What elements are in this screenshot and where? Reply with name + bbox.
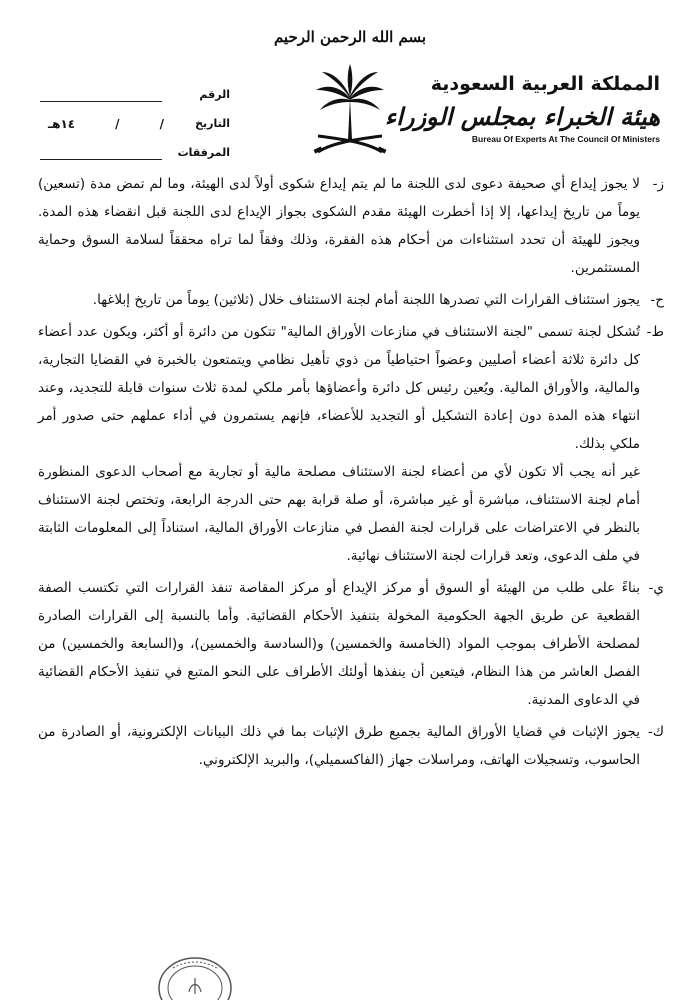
meta-attachments-row: [40, 138, 230, 167]
paragraph: تُشكل لجنة تسمى "لجنة الاستئناف في منازعات الأوراق المالية" تتكون من دائرة أو أكثر، ويكون عدد أعضاء كل دائرة ثلاثة أعضاء أصليين وعضواً احتياطياً من ذوي تأهيل نظامي ويتمتعون بالخبرة في القضايا التجارية، والمالية، والأوراق المالية. ويُعين رئيس كل دائرة وأعضاؤها بأمر ملكي لمدة ثلاث سنوات قابلة للتجديد، وعند انتهاء هذه المدة دون إعادة التشكيل أو التجديد للأعضاء، فإنهم يستمرون في أداء عملهم حتى صدور أمر ملكي بذلك.: [38, 324, 640, 452]
clause-letter: ك-: [648, 724, 664, 740]
clause-text: [38, 318, 640, 570]
organization-name: هيئة الخبراء بمجلس الوزراء: [384, 102, 660, 131]
country-name: المملكة العربية السعودية: [430, 73, 660, 95]
clause-text: [38, 574, 640, 714]
date-part: /: [159, 116, 164, 131]
organization-header: [384, 70, 660, 144]
attachments-line: [40, 145, 162, 160]
clause-letter: ز-: [652, 176, 664, 192]
clause-letter: ي-: [648, 580, 664, 596]
official-stamp-icon: [155, 948, 235, 1000]
clause-letter: ح-: [650, 292, 664, 308]
attachments-label: المرفقات: [177, 146, 230, 159]
clause-text: [38, 718, 640, 774]
clause: [38, 574, 664, 714]
document-body: [38, 170, 664, 774]
clause-text: [38, 286, 640, 314]
paragraph: يجوز استئناف القرارات التي تصدرها اللجنة أمام لجنة الاستئناف خلال (ثلاثين) يوماً من تاريخ إبلاغها.: [92, 292, 640, 308]
clause: [38, 318, 664, 570]
clause: [38, 170, 664, 282]
clause-text: [38, 170, 640, 282]
meta-number-row: [40, 80, 230, 109]
paragraph: غير أنه يجب ألا تكون لأي من أعضاء لجنة الاستئناف مصلحة مالية أو تجارية مع أصحاب الدعوى المنظورة أمام لجنة الاستئناف، مباشرة أو غير مباشرة، أو صلة قرابة بهم حتى الدرجة الرابعة، وتختص لجنة الاستئناف بالنظر في الاعتراضات على قرارات لجنة الفصل في منازعات الأوراق المالية، استناداً إلى المعلومات الثابتة في ملف الدعوى، وتعد قرارات لجنة الاستئناف نهائية.: [38, 464, 640, 564]
date-part: ١٤هـ: [48, 116, 76, 131]
paragraph: يجوز الإثبات في قضايا الأوراق المالية بجميع طرق الإثبات بما في ذلك البيانات الإلكترونية، أو الصادرة من الحاسوب، وتسجيلات الهاتف، ومراسلات جهاز (الفاكسميلي)، والبريد الإلكتروني.: [38, 724, 640, 768]
clause: [38, 718, 664, 774]
basmala: بسم الله الرحمن الرحيم: [273, 28, 427, 46]
clause: [38, 286, 664, 314]
meta-date-row: [40, 109, 230, 138]
date-value: [40, 117, 168, 131]
date-part: /: [115, 116, 120, 131]
number-label: الرقم: [199, 88, 230, 101]
number-line: [40, 87, 162, 102]
saudi-emblem-icon: [310, 60, 390, 160]
date-label: التاريخ: [195, 117, 230, 130]
clause-letter: ط-: [646, 324, 664, 340]
organization-name-english: Bureau Of Experts At The Council Of Ministers: [471, 134, 660, 144]
paragraph: بناءً على طلب من الهيئة أو السوق أو مركز الإيداع أو مركز المقاصة تنفذ القرارات التي تكتسب الصفة القطعية عن طريق الجهة الحكومية المخولة بتنفيذ الأحكام القضائية. وأما بالنسبة إلى القرارات الصادرة لمصلحة الأطراف بموجب المواد (الخامسة والخمسين) و(السادسة والخمسين)، و(السابعة والخمسين) من الفصل العاشر من هذا النظام، فيتعين أن ينفذها أولئك الأطراف على النحو المتبع في تنفيذ الأحكام القضائية في الدعاوى المدنية.: [38, 580, 640, 708]
letter-meta: [40, 80, 230, 167]
paragraph: لا يجوز إيداع أي صحيفة دعوى لدى اللجنة ما لم يتم إيداع شكوى أولاً لدى الهيئة، وما لم تمض مدة (تسعين) يوماً من تاريخ إيداعها، إلا إذا أخطرت الهيئة مقدم الشكوى بجواز الإيداع لدى اللجنة قبل انقضاء هذه المدة. ويجوز للهيئة أن تحدد استثناءات من أحكام هذه الفقرة، وذلك وفقاً لما تراه محققاً لسلامة السوق وحماية المستثمرين.: [38, 176, 640, 276]
